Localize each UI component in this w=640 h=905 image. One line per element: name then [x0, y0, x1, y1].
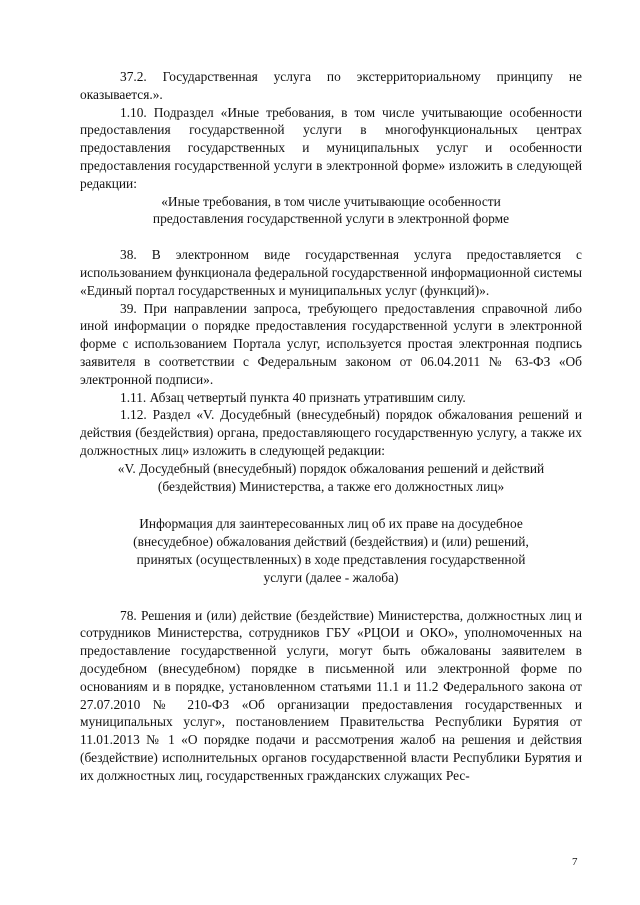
paragraph-38: 38. В электронном виде государственная услуга предоставляется с использованием функционала федеральной государственной информационной системы «Единый портал государственных и муниципальных услуг (функций)». — [80, 247, 582, 298]
information-heading: Информация для заинтересованных лиц об их праве на досудебное (внесудебное) обжалования действий (бездействия) и (или) решений, принятых (осуществленных) в ходе представления государственной услуги (далее - жалоба) — [133, 516, 529, 585]
paragraph-78: 78. Решения и (или) действие (бездействие) Министерства, должностных лиц и сотрудников Министерства, сотрудников ГБУ «РЦОИ и ОКО», уполномоченных на предоставление государственной услуги, могут быть обжалованы заявителем в досудебном (внесудебном) порядке в письменной или электронной форме по основаниям и в порядке, установленном статьями 11.1 и 11.2 Федерального закона от 27.07.2010 № 210-ФЗ «Об организации предоставления государственных и муниципальных услуг», постановлением Правительства Республики Бурятия от 11.01.2013 № 1 «О порядке подачи и рассмотрения жалоб на решения и действия (бездействие) исполнительных органов государственной власти Республики Бурятия и их должностных лиц, государственных гражданских служащих Рес- — [80, 607, 582, 783]
subsection-heading-other-requirements: «Иные требования, в том числе учитывающие особенности предоставления государственной услуги в электронной форме — [152, 193, 510, 227]
paragraph-37-2: 37.2. Государственная услуга по экстерриториальному принципу не оказывается.». — [80, 69, 582, 102]
spacer — [80, 495, 582, 515]
paragraph-1-10: 1.10. Подраздел «Иные требования, в том числе учитывающие особенности предоставления государственной услуги в многофункциональных центрах предоставления государственных и муниципальных услуг и особенности предоставления государственной услуги в электронной форме» изложить в следующей редакции: — [80, 104, 582, 191]
paragraph-39: 39. При направлении запроса, требующего предоставления справочной либо иной информации о порядке предоставления государственной услуги в электронной форме с использованием Портала услуг, используется простая электронная подпись заявителя в соответствии с Федеральным законом от 06.04.2011 № 63-ФЗ «Об электронной подписи». — [80, 300, 582, 387]
section-v-heading: «V. Досудебный (внесудебный) порядок обжалования решений и действий (бездействия) Министерства, а также его должностных лиц» — [117, 460, 545, 494]
paragraph-1-12: 1.12. Раздел «V. Досудебный (внесудебный) порядок обжалования решений и действия (бездействия) органа, предоставляющего государственную услугу, а также их должностных лиц» изложить в следующей редакции: — [80, 407, 582, 458]
spacer — [80, 587, 582, 607]
paragraph-1-11: 1.11. Абзац четвертый пункта 40 признать утратившим силу. — [120, 389, 466, 405]
spacer — [80, 228, 582, 246]
page-number: 7 — [572, 856, 578, 868]
